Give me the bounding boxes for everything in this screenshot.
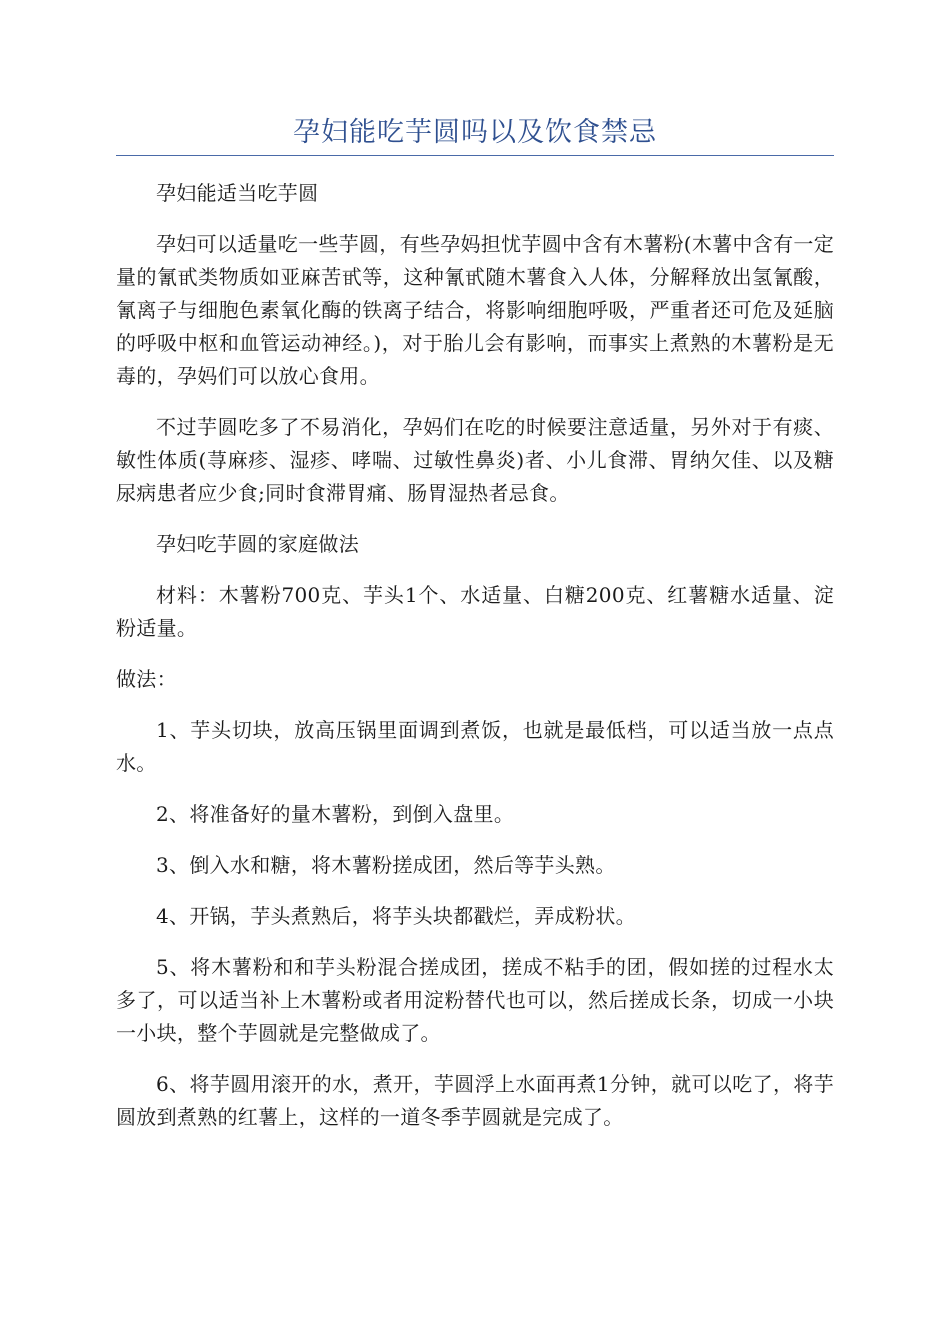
step-2: 2、将准备好的量木薯粉，到倒入盘里。 xyxy=(156,802,515,826)
section-heading-1: 孕妇能适当吃芋圆 xyxy=(156,181,319,205)
document-body xyxy=(116,177,834,1134)
document-page xyxy=(116,0,834,1152)
step-5: 5、将木薯粉和和芋头粉混合搓成团，搓成不粘手的团，假如搓的过程水太多了，可以适当补上木薯粉或者用淀粉替代也可以，然后搓成长条，切成一小块一小块，整个芋圆就是完整做成了。 xyxy=(116,955,834,1045)
title-underline xyxy=(116,155,834,156)
document-title: 孕妇能吃芋圆吗以及饮食禁忌 xyxy=(293,117,657,148)
step-3: 3、倒入水和糖，将木薯粉搓成团，然后等芋头熟。 xyxy=(156,853,616,877)
paragraph-1: 孕妇可以适量吃一些芋圆，有些孕妈担忧芋圆中含有木薯粉(木薯中含有一定量的氰甙类物质如亚麻苦甙等，这种氰甙随木薯食入人体，分解释放出氢氰酸，氰离子与细胞色素氧化酶的铁离子结合，将影响细胞呼吸，严重者还可危及延脑的呼吸中枢和血管运动神经。)，对于胎儿会有影响，而事实上煮熟的木薯粉是无毒的，孕妈们可以放心食用。 xyxy=(116,232,835,388)
materials-paragraph: 材料：木薯粉700克、芋头1个、水适量、白糖200克、红薯糖水适量、淀粉适量。 xyxy=(116,583,834,640)
step-1: 1、芋头切块，放高压锅里面调到煮饭，也就是最低档，可以适当放一点点水。 xyxy=(116,718,834,775)
step-6: 6、将芋圆用滚开的水，煮开，芋圆浮上水面再煮1分钟，就可以吃了，将芋圆放到煮熟的红薯上，这样的一道冬季芋圆就是完成了。 xyxy=(116,1072,834,1129)
section-heading-2: 孕妇吃芋圆的家庭做法 xyxy=(156,532,359,556)
paragraph-2: 不过芋圆吃多了不易消化，孕妈们在吃的时候要注意适量，另外对于有痰、敏性体质(荨麻疹、湿疹、哮喘、过敏性鼻炎)者、小儿食滞、胃纳欠佳、以及糖尿病患者应少食;同时食滞胃痛、肠胃湿热者忌食。 xyxy=(116,415,834,505)
method-label: 做法： xyxy=(116,667,177,691)
step-4: 4、开锅，芋头煮熟后，将芋头块都戳烂，弄成粉状。 xyxy=(156,904,636,928)
